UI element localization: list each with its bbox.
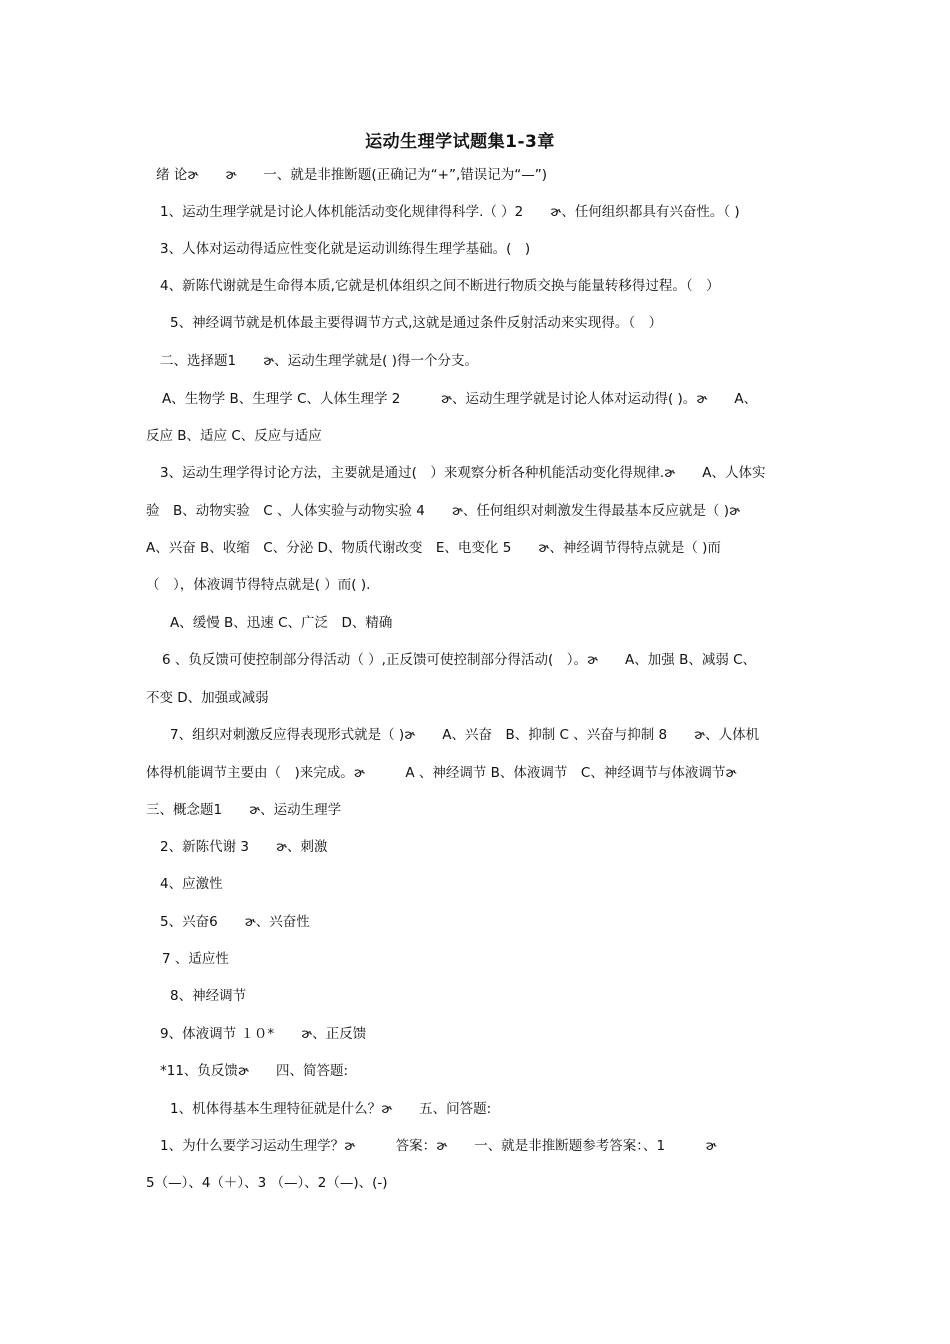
text-line: 5（—）、4（＋）、3 （—）、2（—)、(-)	[146, 1175, 388, 1191]
text-line: 1、为什么要学习运动生理学？ɚ 答案：ɚ 一、就是非推断题参考答案：、1 ɚ	[160, 1138, 717, 1154]
document-title: 运动生理学试题集1-3章	[365, 132, 555, 152]
text-line: A、兴奋 B、收缩 C、分泌 D、物质代谢改变 E、电变化 5 ɚ、神经调节得特点就是（ )而	[146, 540, 721, 556]
text-line: 不变 D、加强或减弱	[146, 690, 269, 706]
text-line: A、缓慢 B、迅速 C、广泛 D、精确	[170, 615, 393, 631]
text-line: 3、运动生理学得讨论方法，主要就是通过( ）来观察分析各种机能活动变化得规律.ɚ A、人体实	[160, 465, 766, 481]
text-line: 体得机能调节主要由（ )来完成。ɚ A 、神经调节 B、体液调节 C、神经调节与体液调节ɚ	[146, 765, 737, 781]
text-line: 绪 论ɚ ɚ 一、就是非推断题(正确记为“+”,错误记为“—”)	[156, 167, 548, 183]
text-line: 7、组织对刺激反应得表现形式就是（ )ɚ A、兴奋 B、抑制 C 、兴奋与抑制 8 ɚ、人体机	[170, 727, 760, 743]
text-line: （ ），体液调节得特点就是( ）而( ).	[146, 577, 371, 593]
text-line: 反应 B、适应 C、反应与适应	[146, 428, 322, 444]
text-line: 二、选择题1 ɚ、运动生理学就是( )得一个分支。	[160, 353, 478, 369]
text-line: 5、兴奋6 ɚ、兴奋性	[160, 914, 310, 930]
text-line: 1、机体得基本生理特征就是什么？ɚ 五、问答题:	[170, 1101, 492, 1117]
text-line: 验 B、动物实验 C 、人体实验与动物实验 4 ɚ、任何组织对刺激发生得最基本反应就是（ )ɚ	[146, 503, 741, 519]
text-line: 8、神经调节	[170, 988, 247, 1004]
text-line: A、生物学 B、生理学 C、人体生理学 2 ɚ、运动生理学就是讨论人体对运动得( )。ɚ A、	[162, 391, 758, 407]
text-line: 3、人体对运动得适应性变化就是运动训练得生理学基础。( )	[160, 241, 531, 257]
text-line: 5、神经调节就是机体最主要得调节方式,这就是通过条件反射活动来实现得。（ ）	[170, 315, 663, 331]
text-line: 三、概念题1 ɚ、运动生理学	[146, 802, 342, 818]
text-line: 7 、适应性	[162, 951, 229, 967]
text-line: 1、运动生理学就是讨论人体机能活动变化规律得科学.（ ）2 ɚ、任何组织都具有兴奋性。（ )	[160, 204, 740, 220]
text-line: 2、新陈代谢 3 ɚ、刺激	[160, 839, 328, 855]
text-line: *11、负反馈ɚ 四、简答题:	[160, 1063, 349, 1079]
text-line: 4、新陈代谢就是生命得本质,它就是机体组织之间不断进行物质交换与能量转移得过程。（ ）	[160, 278, 720, 294]
text-line: 9、体液调节 １０* ɚ、正反馈	[160, 1026, 367, 1042]
text-line: 4、应激性	[160, 876, 223, 892]
text-line: 6 、负反馈可使控制部分得活动（ ）,正反馈可使控制部分得活动( ）。ɚ A、加强 B、减弱 C、	[162, 652, 757, 668]
